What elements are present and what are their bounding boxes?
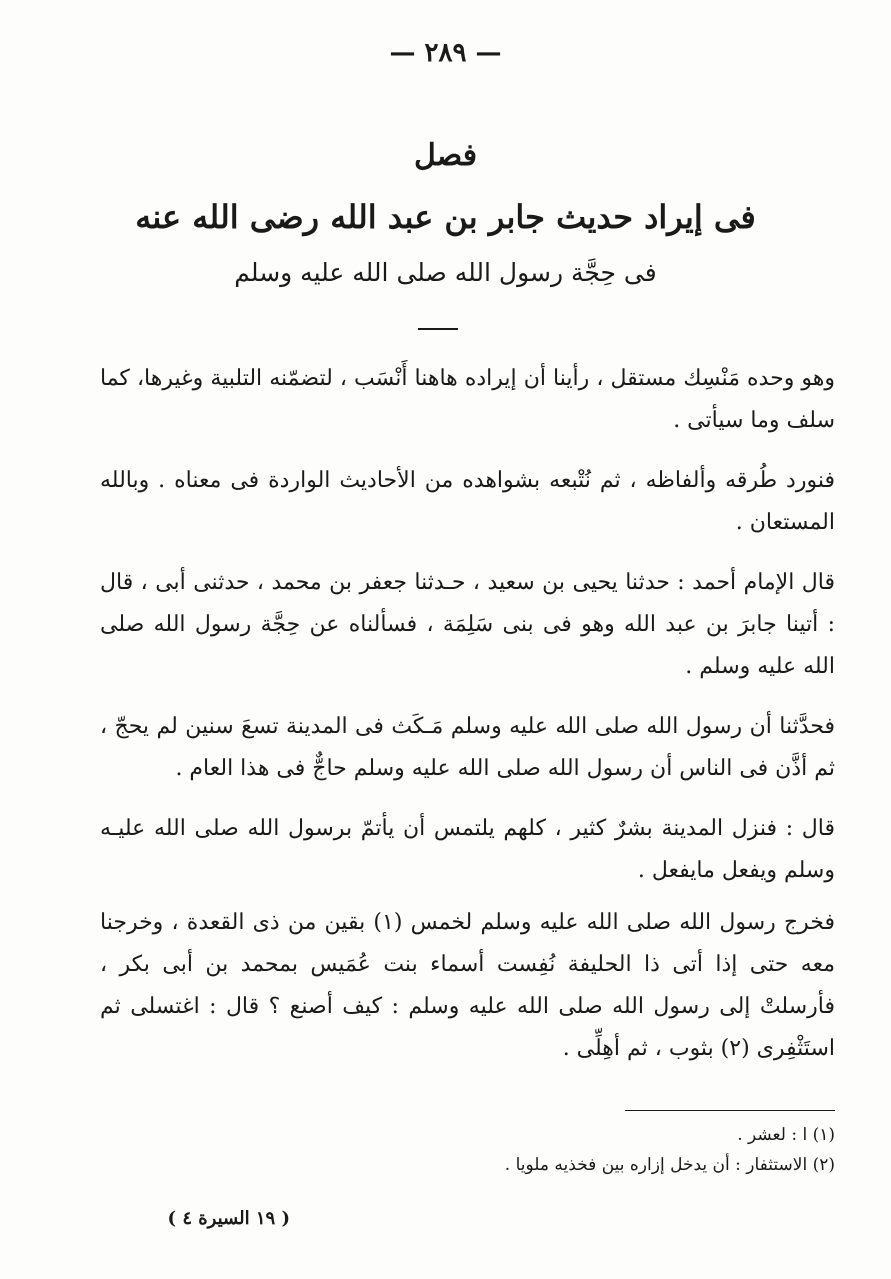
paragraph-3: قال الإمام أحمد : حدثنا يحيى بن سعيد ، حـدثنا جعفر بن محمد ، حدثنى أبى ، قال : أتينا جابرَ بن عبد الله وهو فى بنى سَلِمَة ، فسألناه عن حِجَّة رسول الله صلى الله عليه وسلم . [100, 570, 835, 679]
heading-divider [418, 328, 458, 330]
section-heading: فصل [413, 138, 478, 173]
page-number: — ٢٨٩ — [389, 38, 502, 68]
footnotes [100, 1120, 835, 1180]
printer-signature: ( ١٩ السيرة ٤ ) [167, 1208, 290, 1229]
footnote-1: (١) ا : لعشر . [737, 1125, 835, 1145]
chapter-subtitle: فى حِجَّة رسول الله صلى الله عليه وسلم [234, 258, 657, 287]
body-text [100, 358, 835, 1088]
paragraph-5: قال : فنزل المدينة بشرٌ كثير ، كلهم يلتمس أن يأتمّ برسول الله صلى الله عليـه وسلم ويفعل مايفعل . [100, 816, 835, 883]
chapter-title: فى إيراد حديث جابر بن عبد الله رضى الله عنه [135, 198, 756, 236]
paragraph-6: فخرج رسول الله صلى الله عليه وسلم لخمس (١) بقين من ذى القعدة ، وخرجنا معه حتى إذا أتى ذا الحليفة نُفِست أسماء بنت عُمَيس بمحمد بن أبى بكر ، فأرسلتْ إلى رسول الله صلى الله عليه وسلم : كيف أصنع ؟ قال : اغتسلى ثم استَثْفِرى (٢) بثوب ، ثم أهِلِّى . [100, 910, 836, 1061]
paragraph-4: فحدَّثنا أن رسول الله صلى الله عليه وسلم مَـكَث فى المدينة تسعَ سنين لم يحجّ ، ثم أذَّن فى الناس أن رسول الله صلى الله عليه وسلم حاجٌّ فى هذا العام . [100, 714, 835, 781]
footnote-2: (٢) الاستثفار : أن يدخل إزاره بين فخذيه ملويا . [504, 1155, 835, 1175]
footnote-divider [625, 1110, 835, 1111]
paragraph-2: فنورد طُرقه وألفاظه ، ثم نُتْبعه بشواهده من الأحاديث الواردة فى معناه . وبالله المستعان . [100, 468, 835, 535]
paragraph-1: وهو وحده مَنْسِك مستقل ، رأينا أن إيراده هاهنا أَنْسَب ، لتضمّنه التلبية وغيرها، كما سلف وما سيأتى . [100, 366, 835, 433]
